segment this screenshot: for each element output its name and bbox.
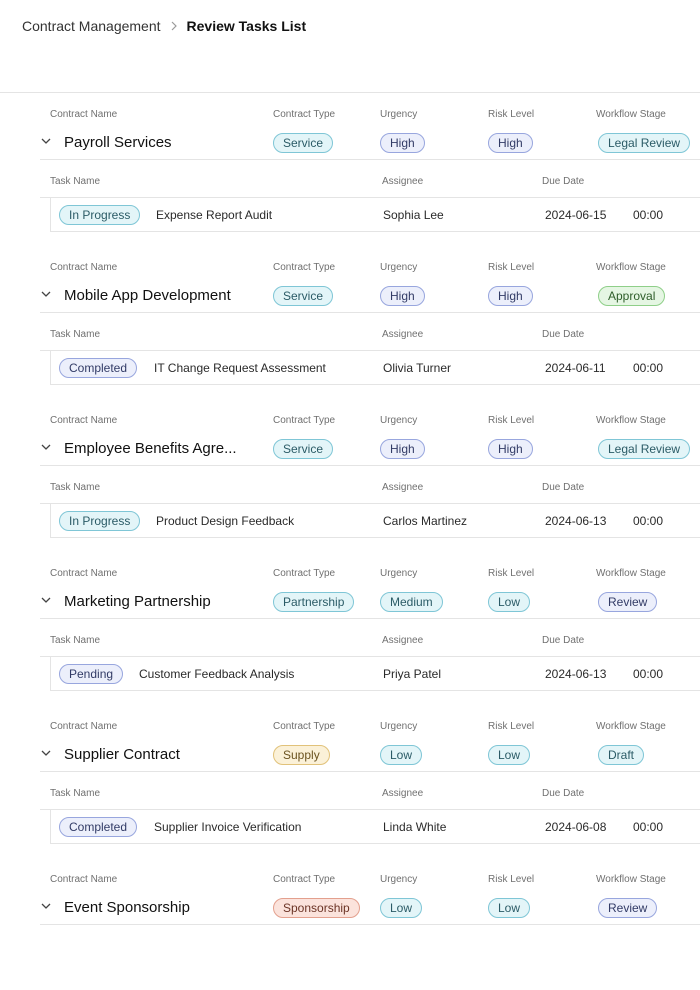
contract-name: Event Sponsorship	[64, 899, 190, 916]
task-due-time: 00:00	[633, 667, 664, 681]
contract-name-header: Contract Name	[50, 568, 118, 579]
risk-level-header: Risk Level	[488, 109, 535, 120]
workflow-stage-badge: Review	[598, 898, 657, 918]
task-name: Expense Report Audit	[156, 208, 273, 222]
task-assignee: Priya Patel	[383, 667, 442, 681]
task-assignee: Olivia Turner	[383, 361, 452, 375]
urgency-badge: High	[380, 133, 425, 153]
contract-name: Mobile App Development	[64, 287, 231, 304]
urgency-header: Urgency	[380, 415, 418, 426]
contract-group	[0, 399, 700, 552]
task-row[interactable]	[50, 504, 700, 538]
assignee-header: Assignee	[382, 329, 424, 340]
chevron-down-icon[interactable]	[40, 747, 52, 759]
risk-level-header: Risk Level	[488, 568, 535, 579]
risk-level-header: Risk Level	[488, 415, 535, 426]
contract-name: Supplier Contract	[64, 746, 180, 763]
urgency-badge: High	[380, 286, 425, 306]
urgency-badge: High	[380, 439, 425, 459]
task-status-badge: Completed	[59, 358, 137, 378]
urgency-header: Urgency	[380, 109, 418, 120]
contract-row[interactable]	[40, 858, 700, 925]
workflow-stage-header: Workflow Stage	[596, 721, 666, 732]
task-name: IT Change Request Assessment	[154, 361, 326, 375]
contract-name-header: Contract Name	[50, 721, 118, 732]
chevron-down-icon[interactable]	[40, 900, 52, 912]
urgency-badge: Low	[380, 898, 422, 918]
contract-list	[0, 93, 700, 938]
contract-row[interactable]	[40, 93, 700, 160]
contract-type-badge: Sponsorship	[273, 898, 360, 918]
task-table-header	[40, 619, 700, 657]
task-assignee: Linda White	[383, 820, 447, 834]
task-name-header: Task Name	[50, 788, 101, 799]
task-table-header	[40, 313, 700, 351]
task-name-header: Task Name	[50, 329, 101, 340]
task-due-date: 2024-06-15	[545, 208, 607, 222]
contract-type-header: Contract Type	[273, 262, 336, 273]
workflow-stage-header: Workflow Stage	[596, 568, 666, 579]
due-date-header: Due Date	[542, 176, 585, 187]
risk-level-header: Risk Level	[488, 262, 535, 273]
contract-type-badge: Service	[273, 439, 333, 459]
task-assignee: Carlos Martinez	[383, 514, 468, 528]
contract-name-header: Contract Name	[50, 262, 118, 273]
breadcrumb	[22, 18, 306, 34]
task-row[interactable]	[50, 810, 700, 844]
task-table-header	[40, 466, 700, 504]
risk-level-header: Risk Level	[488, 874, 535, 885]
due-date-header: Due Date	[542, 788, 585, 799]
assignee-header: Assignee	[382, 482, 424, 493]
urgency-header: Urgency	[380, 721, 418, 732]
assignee-header: Assignee	[382, 788, 424, 799]
contract-type-header: Contract Type	[273, 568, 336, 579]
workflow-stage-header: Workflow Stage	[596, 262, 666, 273]
breadcrumb-current: Review Tasks List	[186, 18, 307, 34]
chevron-down-icon[interactable]	[40, 441, 52, 453]
contract-type-badge: Service	[273, 286, 333, 306]
task-row[interactable]	[50, 351, 700, 385]
contract-name-header: Contract Name	[50, 415, 118, 426]
contract-type-header: Contract Type	[273, 874, 336, 885]
task-status-badge: In Progress	[59, 511, 140, 531]
task-name-header: Task Name	[50, 176, 101, 187]
task-status-badge: Completed	[59, 817, 137, 837]
contract-row[interactable]	[40, 399, 700, 466]
chevron-down-icon[interactable]	[40, 135, 52, 147]
task-name: Supplier Invoice Verification	[154, 820, 302, 834]
contract-type-header: Contract Type	[273, 721, 336, 732]
task-name-header: Task Name	[50, 635, 101, 646]
task-assignee: Sophia Lee	[383, 208, 444, 222]
contract-group	[0, 93, 700, 246]
task-due-date: 2024-06-13	[545, 667, 607, 681]
contract-group	[0, 246, 700, 399]
workflow-stage-header: Workflow Stage	[596, 874, 666, 885]
urgency-badge: Low	[380, 745, 422, 765]
task-table-header	[40, 160, 700, 198]
workflow-stage-badge: Approval	[598, 286, 665, 306]
contract-group	[0, 705, 700, 858]
task-due-time: 00:00	[633, 208, 664, 222]
task-status-badge: In Progress	[59, 205, 140, 225]
task-due-time: 00:00	[633, 820, 664, 834]
urgency-header: Urgency	[380, 568, 418, 579]
risk-level-header: Risk Level	[488, 721, 535, 732]
risk-level-badge: High	[488, 286, 533, 306]
workflow-stage-badge: Legal Review	[598, 133, 690, 153]
task-row[interactable]	[50, 657, 700, 691]
workflow-stage-badge: Review	[598, 592, 657, 612]
workflow-stage-header: Workflow Stage	[596, 415, 666, 426]
task-status-badge: Pending	[59, 664, 123, 684]
workflow-stage-badge: Draft	[598, 745, 644, 765]
breadcrumb-root-link[interactable]: Contract Management	[22, 18, 161, 34]
task-name: Product Design Feedback	[156, 514, 295, 528]
task-due-time: 00:00	[633, 514, 664, 528]
chevron-down-icon[interactable]	[40, 594, 52, 606]
task-table-header	[40, 772, 700, 810]
contract-type-badge: Partnership	[273, 592, 354, 612]
due-date-header: Due Date	[542, 635, 585, 646]
chevron-down-icon[interactable]	[40, 288, 52, 300]
risk-level-badge: Low	[488, 898, 530, 918]
task-due-date: 2024-06-13	[545, 514, 607, 528]
risk-level-badge: Low	[488, 745, 530, 765]
task-due-date: 2024-06-08	[545, 820, 607, 834]
assignee-header: Assignee	[382, 176, 424, 187]
task-name-header: Task Name	[50, 482, 101, 493]
task-name: Customer Feedback Analysis	[139, 667, 295, 681]
task-due-time: 00:00	[633, 361, 664, 375]
due-date-header: Due Date	[542, 482, 585, 493]
risk-level-badge: Low	[488, 592, 530, 612]
risk-level-badge: High	[488, 439, 533, 459]
risk-level-badge: High	[488, 133, 533, 153]
contract-type-header: Contract Type	[273, 415, 336, 426]
workflow-stage-badge: Legal Review	[598, 439, 690, 459]
contract-row[interactable]	[40, 246, 700, 313]
contract-name-header: Contract Name	[50, 109, 118, 120]
contract-name: Marketing Partnership	[64, 593, 211, 610]
contract-name: Payroll Services	[64, 134, 172, 151]
urgency-header: Urgency	[380, 262, 418, 273]
assignee-header: Assignee	[382, 635, 424, 646]
workflow-stage-header: Workflow Stage	[596, 109, 666, 120]
contract-name-header: Contract Name	[50, 874, 118, 885]
task-row[interactable]	[50, 198, 700, 232]
urgency-badge: Medium	[380, 592, 443, 612]
contract-row[interactable]	[40, 705, 700, 772]
due-date-header: Due Date	[542, 329, 585, 340]
contract-group	[0, 858, 700, 938]
contract-group	[0, 552, 700, 705]
contract-row[interactable]	[40, 552, 700, 619]
contract-name: Employee Benefits Agre...	[64, 440, 237, 457]
urgency-header: Urgency	[380, 874, 418, 885]
contract-type-badge: Service	[273, 133, 333, 153]
contract-type-header: Contract Type	[273, 109, 336, 120]
chevron-right-icon	[170, 19, 178, 34]
contract-type-badge: Supply	[273, 745, 330, 765]
task-due-date: 2024-06-11	[545, 361, 606, 375]
